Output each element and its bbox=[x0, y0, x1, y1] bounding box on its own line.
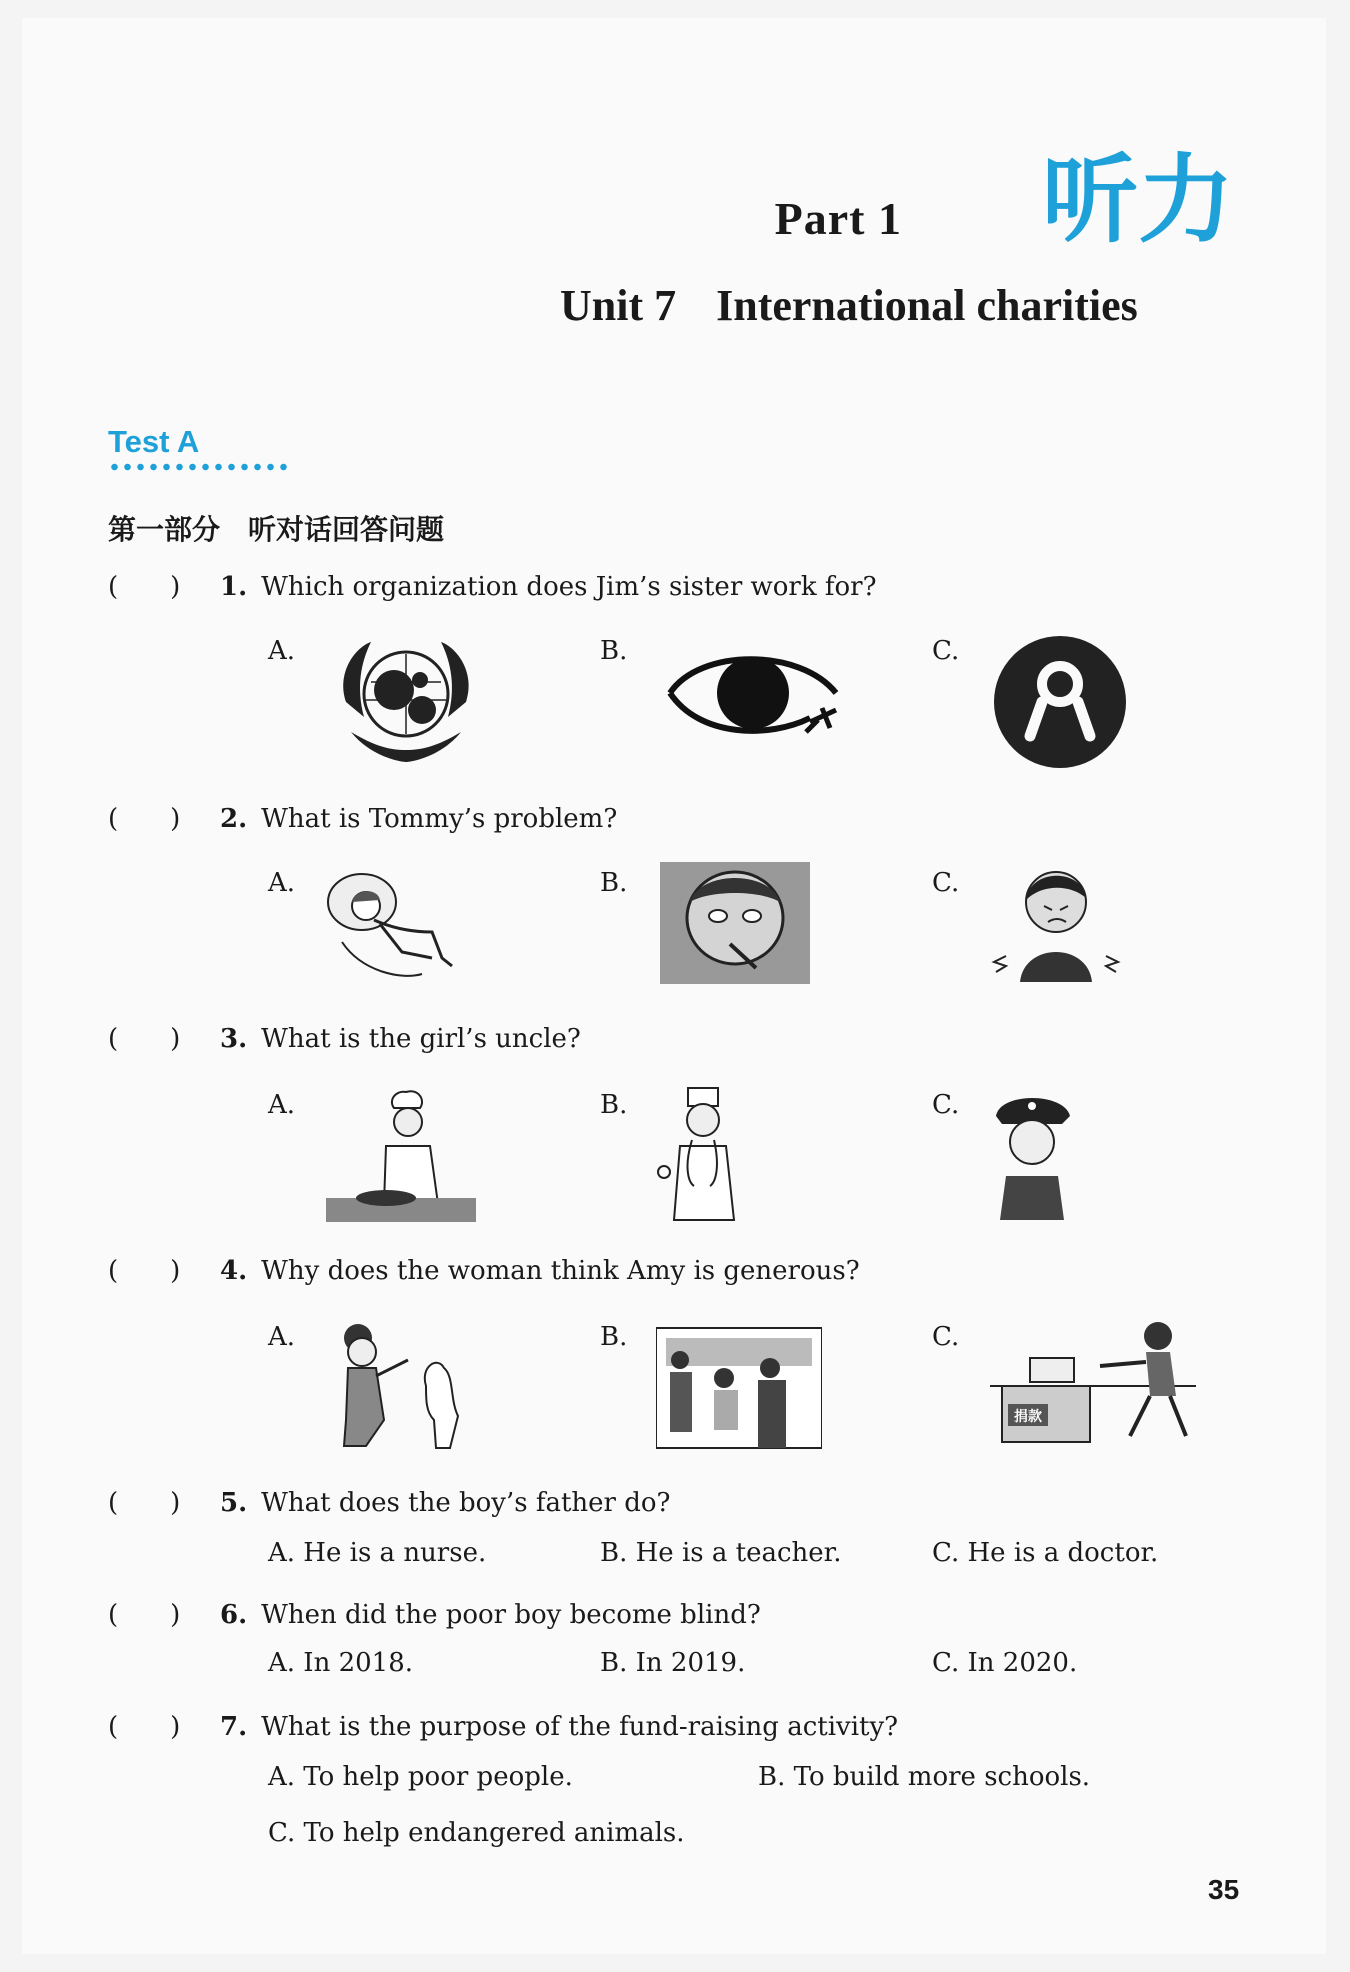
option-label-a: A. bbox=[268, 1090, 296, 1120]
option-a: A. In 2018. bbox=[268, 1648, 414, 1678]
donation-box-icon bbox=[990, 1316, 1196, 1446]
question-text: What is the purpose of the fund-raising activity? bbox=[261, 1712, 899, 1742]
part-cn-title: 听力 bbox=[1042, 144, 1234, 256]
answer-blank[interactable]: ( ) bbox=[108, 1712, 181, 1742]
question-text: What is the girl’s uncle? bbox=[261, 1024, 581, 1054]
question-5 bbox=[108, 1482, 670, 1519]
question-1 bbox=[108, 566, 877, 603]
test-label: Test A bbox=[108, 424, 200, 459]
girl-feeding-dog-icon bbox=[326, 1316, 486, 1456]
sleeping-person-icon bbox=[322, 862, 478, 986]
question-number: 5. bbox=[220, 1488, 248, 1518]
option-c: C. In 2020. bbox=[932, 1648, 1078, 1678]
question-text: Which organization does Jim’s sister work for? bbox=[261, 572, 877, 602]
option-label-b: B. bbox=[600, 868, 628, 898]
question-text: What does the boy’s father do? bbox=[261, 1488, 671, 1518]
stomachache-boy-icon bbox=[990, 862, 1140, 986]
doctor-icon bbox=[654, 1086, 754, 1222]
option-label-a: A. bbox=[268, 636, 296, 666]
answer-blank[interactable]: ( ) bbox=[108, 804, 181, 834]
answer-blank[interactable]: ( ) bbox=[108, 1024, 181, 1054]
option-c: C. To help endangered animals. bbox=[268, 1818, 685, 1848]
answer-blank[interactable]: ( ) bbox=[108, 572, 181, 602]
option-a: A. To help poor people. bbox=[268, 1762, 573, 1792]
question-7 bbox=[108, 1706, 898, 1743]
option-label-c: C. bbox=[932, 868, 960, 898]
question-text: Why does the woman think Amy is generous? bbox=[261, 1256, 860, 1286]
question-text: What is Tommy’s problem? bbox=[261, 804, 618, 834]
option-label-b: B. bbox=[600, 1090, 628, 1120]
unit-label: Unit 7 bbox=[560, 281, 677, 330]
option-label-a: A. bbox=[268, 868, 296, 898]
question-3 bbox=[108, 1018, 581, 1055]
option-label-c: C. bbox=[932, 1090, 960, 1120]
eye-plane-logo-icon bbox=[660, 638, 846, 748]
unit-name: International charities bbox=[716, 281, 1138, 330]
question-number: 7. bbox=[220, 1712, 248, 1742]
option-b: B. To build more schools. bbox=[758, 1762, 1091, 1792]
answer-blank[interactable]: ( ) bbox=[108, 1488, 181, 1518]
unit-title bbox=[560, 280, 1138, 331]
answer-blank[interactable]: ( ) bbox=[108, 1600, 181, 1630]
option-label-b: B. bbox=[600, 636, 628, 666]
option-label-a: A. bbox=[268, 1322, 296, 1352]
page-number: 35 bbox=[1208, 1874, 1240, 1905]
question-number: 3. bbox=[220, 1024, 248, 1054]
option-label-b: B. bbox=[600, 1322, 628, 1352]
question-4 bbox=[108, 1250, 860, 1287]
section-title: 第一部分 听对话回答问题 bbox=[108, 513, 445, 546]
option-label-c: C. bbox=[932, 1322, 960, 1352]
part-label: Part 1 bbox=[774, 193, 902, 244]
option-b: B. In 2019. bbox=[600, 1648, 746, 1678]
question-number: 1. bbox=[220, 572, 248, 602]
chef-cooking-icon bbox=[326, 1086, 476, 1222]
option-b: B. He is a teacher. bbox=[600, 1538, 842, 1568]
people-on-bus-icon bbox=[656, 1316, 822, 1452]
donation-box-label: 捐款 bbox=[1014, 1409, 1042, 1425]
question-6 bbox=[108, 1594, 761, 1631]
question-number: 4. bbox=[220, 1256, 248, 1286]
oxfam-logo-icon bbox=[990, 632, 1130, 772]
test-label-dots bbox=[108, 462, 288, 472]
question-number: 6. bbox=[220, 1600, 248, 1630]
police-officer-icon bbox=[990, 1086, 1074, 1222]
sick-with-thermometer-icon bbox=[660, 862, 810, 984]
answer-blank[interactable]: ( ) bbox=[108, 1256, 181, 1286]
question-2 bbox=[108, 798, 617, 835]
unicef-logo-icon bbox=[326, 632, 486, 772]
question-number: 2. bbox=[220, 804, 248, 834]
option-label-c: C. bbox=[932, 636, 960, 666]
question-text: When did the poor boy become blind? bbox=[261, 1600, 761, 1630]
option-a: A. He is a nurse. bbox=[268, 1538, 487, 1568]
option-c: C. He is a doctor. bbox=[932, 1538, 1159, 1568]
